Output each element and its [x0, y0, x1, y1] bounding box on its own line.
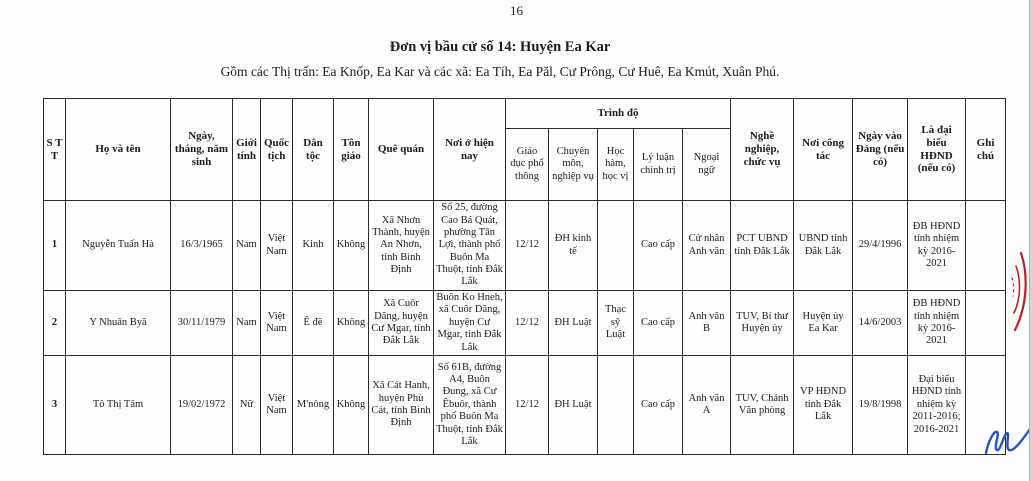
page-number: 16	[510, 3, 523, 18]
col-header-academic-title: Học hàm, học vị	[598, 129, 634, 201]
cell-general-education: 12/12	[506, 356, 549, 455]
col-header-party-date: Ngày vào Đảng (nếu có)	[853, 99, 908, 201]
cell-workplace: UBND tỉnh Đắk Lắk	[794, 201, 853, 291]
cell-religion: Không	[334, 291, 369, 356]
col-header-stt: S T T	[44, 99, 66, 201]
cell-nationality: Việt Nam	[261, 291, 293, 356]
cell-academic-title	[598, 201, 634, 291]
cell-occupation: PCT UBND tỉnh Đắk Lắk	[731, 201, 794, 291]
cell-name: Nguyễn Tuấn Hà	[66, 201, 171, 291]
cell-council-member: ĐB HĐND tỉnh nhiệm kỳ 2016-2021	[908, 291, 966, 356]
col-header-hometown: Quê quán	[369, 99, 434, 201]
cell-party-date: 29/4/1996	[853, 201, 908, 291]
col-header-foreign-language: Ngoại ngữ	[683, 129, 731, 201]
page-subtitle: Gồm các Thị trấn: Ea Knốp, Ea Kar và các xã: Ea Tíh, Ea Păl, Cư Prông, Cư Huê, Ea Kmút, Xuân Phú.	[220, 64, 780, 79]
cell-professional: ĐH Luật	[549, 356, 598, 455]
cell-stt: 2	[44, 291, 66, 356]
col-header-workplace: Nơi công tác	[794, 99, 853, 201]
cell-religion: Không	[334, 356, 369, 455]
cell-occupation: TUV, Chánh Văn phòng	[731, 356, 794, 455]
cell-notes	[966, 291, 1006, 356]
cell-religion: Không	[334, 201, 369, 291]
table-header-row-1	[44, 99, 1006, 129]
page-title: Đơn vị bầu cử số 14: Huyện Ea Kar	[389, 39, 611, 55]
col-header-qualification-group: Trình độ	[506, 99, 731, 129]
cell-general-education: 12/12	[506, 291, 549, 356]
cell-professional: ĐH Luật	[549, 291, 598, 356]
cell-political-theory: Cao cấp	[634, 201, 683, 291]
cell-occupation: TUV, Bí thư Huyện ủy	[731, 291, 794, 356]
cell-ethnicity: M'nông	[293, 356, 334, 455]
col-header-occupation: Nghề nghiệp, chức vụ	[731, 99, 794, 201]
cell-foreign-language: Cử nhân Anh văn	[683, 201, 731, 291]
cell-residence: Buôn Ko Hneh, xã Cuôr Dăng, huyện Cư Mgar, tỉnh Đắk Lắk	[434, 291, 506, 356]
cell-gender: Nam	[233, 201, 261, 291]
col-header-political-theory: Lý luận chính trị	[634, 129, 683, 201]
cell-ethnicity: Kinh	[293, 201, 334, 291]
table-row	[44, 356, 1006, 455]
cell-council-member: Đại biểu HĐND tỉnh nhiệm kỳ 2011-2016; 2016-2021	[908, 356, 966, 455]
cell-dob: 30/11/1979	[171, 291, 233, 356]
col-header-council-member: Là đại biểu HĐND (nếu có)	[908, 99, 966, 201]
cell-gender: Nam	[233, 291, 261, 356]
cell-party-date: 14/6/2003	[853, 291, 908, 356]
cell-hometown: Xã Cát Hanh, huyện Phù Cát, tỉnh Bình Định	[369, 356, 434, 455]
col-header-professional: Chuyên môn, nghiệp vụ	[549, 129, 598, 201]
cell-foreign-language: Anh văn B	[683, 291, 731, 356]
cell-political-theory: Cao cấp	[634, 356, 683, 455]
cell-ethnicity: Ê đê	[293, 291, 334, 356]
blue-pen-scribble-icon	[983, 420, 1033, 469]
cell-academic-title	[598, 356, 634, 455]
cell-stt: 3	[44, 356, 66, 455]
cell-party-date: 19/8/1998	[853, 356, 908, 455]
cell-dob: 16/3/1965	[171, 201, 233, 291]
col-header-residence: Nơi ở hiện nay	[434, 99, 506, 201]
cell-hometown: Xã Cuôr Dăng, huyện Cư Mgar, tỉnh Đắk Lắk	[369, 291, 434, 356]
table-row	[44, 291, 1006, 356]
col-header-nationality: Quốc tịch	[261, 99, 293, 201]
cell-residence: Số 61B, đường A4, Buôn Đung, xã Cư Êbuôr, thành phố Buôn Ma Thuột, tỉnh Đắk Lắk	[434, 356, 506, 455]
col-header-name: Họ và tên	[66, 99, 171, 201]
candidate-table	[43, 98, 1006, 455]
cell-residence: Số 25, đường Cao Bá Quát, phường Tân Lợi, thành phố Buôn Ma Thuột, tỉnh Đắk Lắk	[434, 201, 506, 291]
cell-stt: 1	[44, 201, 66, 291]
col-header-dob: Ngày, tháng, năm sinh	[171, 99, 233, 201]
cell-name: Tô Thị Tâm	[66, 356, 171, 455]
cell-workplace: VP HĐND tỉnh Đắk Lắk	[794, 356, 853, 455]
cell-dob: 19/02/1972	[171, 356, 233, 455]
cell-nationality: Việt Nam	[261, 356, 293, 455]
col-header-notes: Ghi chú	[966, 99, 1006, 201]
cell-professional: ĐH kinh tế	[549, 201, 598, 291]
cell-academic-title: Thạc sỹ Luật	[598, 291, 634, 356]
col-header-general-education: Giáo dục phổ thông	[506, 129, 549, 201]
cell-hometown: Xã Nhơn Thành, huyện An Nhơn, tỉnh Bình Định	[369, 201, 434, 291]
cell-gender: Nữ	[233, 356, 261, 455]
col-header-religion: Tôn giáo	[334, 99, 369, 201]
col-header-gender: Giới tính	[233, 99, 261, 201]
scan-edge-shadow	[1029, 0, 1033, 481]
cell-political-theory: Cao cấp	[634, 291, 683, 356]
table-row	[44, 201, 1006, 291]
cell-workplace: Huyện ủy Ea Kar	[794, 291, 853, 356]
cell-foreign-language: Anh văn A	[683, 356, 731, 455]
col-header-ethnicity: Dân tộc	[293, 99, 334, 201]
cell-general-education: 12/12	[506, 201, 549, 291]
cell-notes	[966, 201, 1006, 291]
cell-council-member: ĐB HĐND tỉnh nhiệm kỳ 2016-2021	[908, 201, 966, 291]
cell-nationality: Việt Nam	[261, 201, 293, 291]
cell-name: Y Nhuân Byă	[66, 291, 171, 356]
